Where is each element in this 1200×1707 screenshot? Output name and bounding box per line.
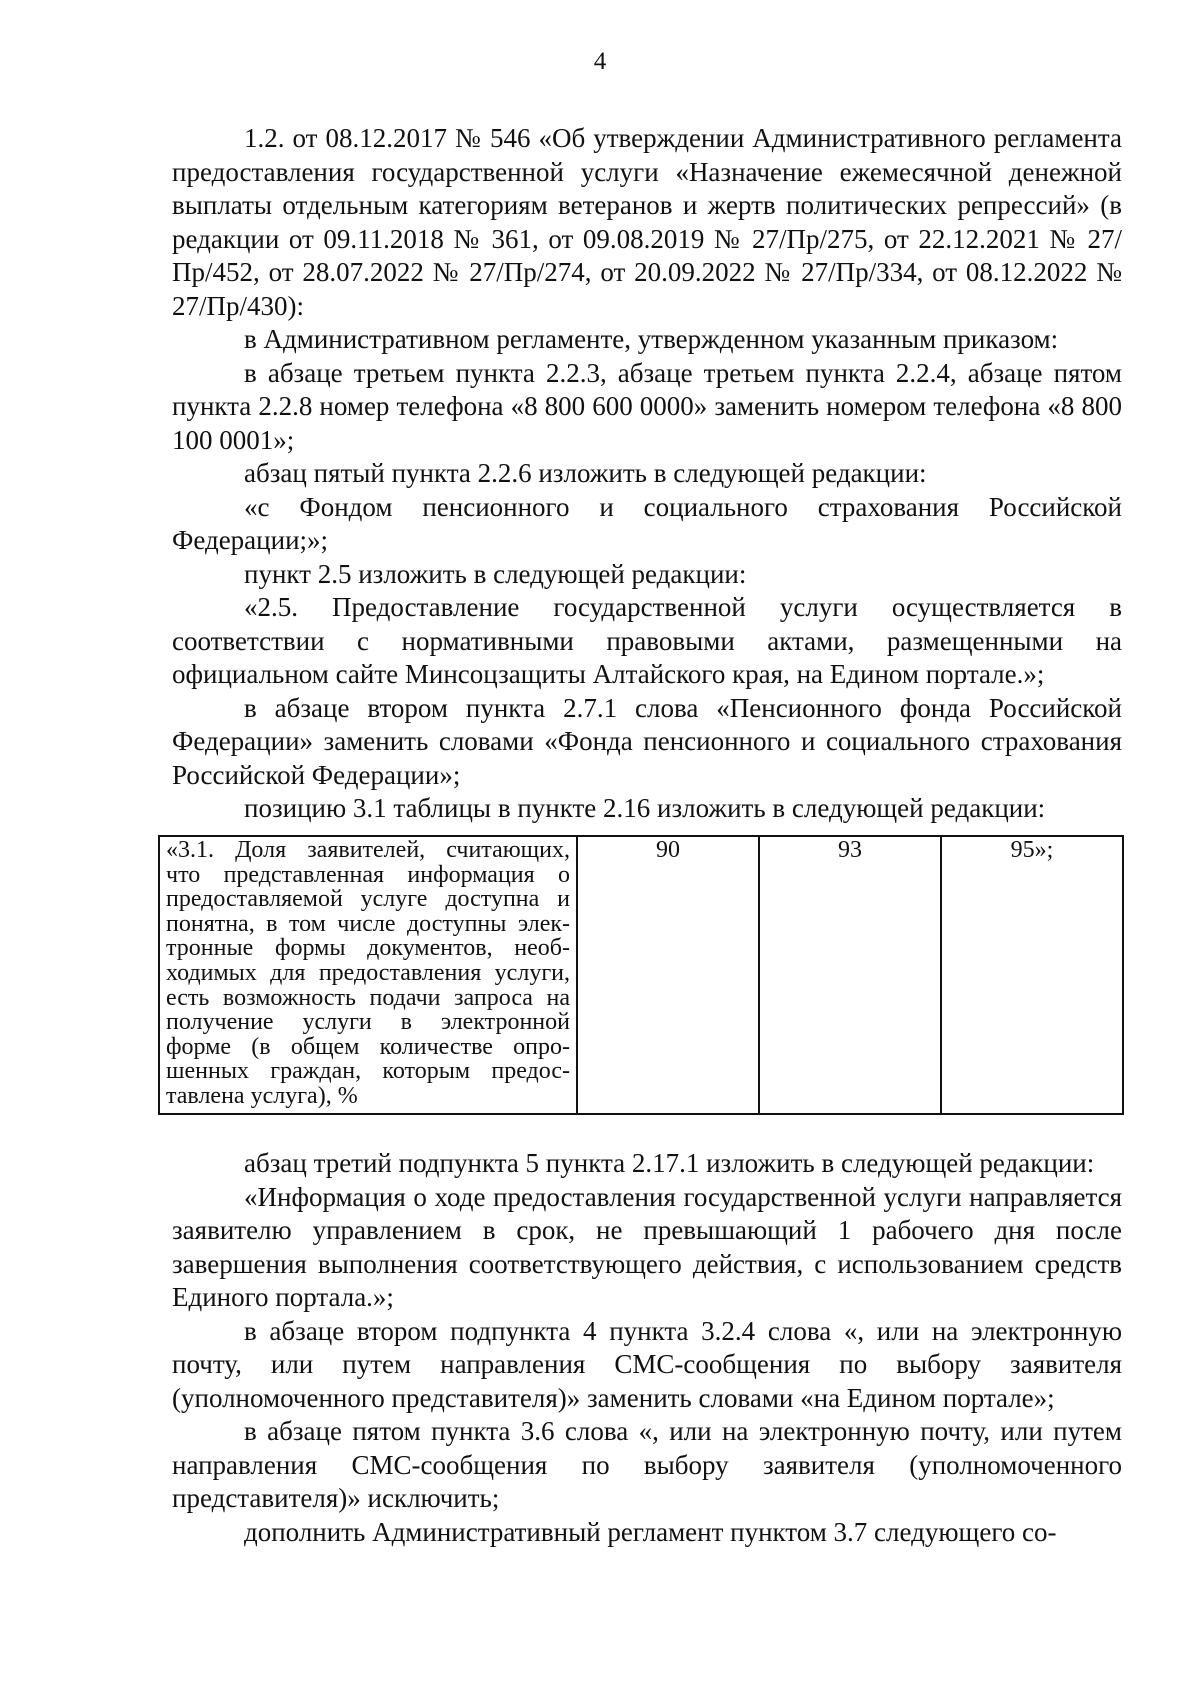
description-line: получение услуги в электронной (166, 1009, 570, 1036)
paragraph: в Административном регламенте, утвержденном указанным приказом: (244, 324, 1059, 354)
value-cell-3: 95»; (941, 836, 1123, 1114)
paragraph: абзац пятый пункта 2.2.6 изложить в следующей редакции: (244, 458, 927, 488)
description-line: форме (в общем количестве опро- (166, 1033, 570, 1060)
paragraph: «Информация о ходе предоставления государственной услуги направляется заявителю управлением в срок, не превышающий 1 рабочего дня после завершения выполнения соответствующего действия, с использованием средств Единого портала.»; (172, 1181, 1122, 1312)
paragraph: в абзаце втором пункта 2.7.1 слова «Пенсионного фонда Российской Федерации» заменить словами «Фонда пенсионного и социального страхования Российской Федерации»; (172, 692, 1122, 790)
bottom-text-block (172, 1147, 1122, 1549)
paragraph: «с Фондом пенсионного и социального страхования Российской Федерации;»; (172, 491, 1122, 555)
paragraph: в абзаце третьем пункта 2.2.3, абзаце третьем пункта 2.2.4, абзаце пятом пункта 2.2.8 номер телефона «8 800 600 0000» заменить номером телефона «8 800 100 0001»; (172, 357, 1122, 455)
top-text-block (172, 122, 1122, 826)
description-line: тронные формы документов, необ- (166, 935, 570, 962)
indicator-description-cell (159, 836, 577, 1114)
paragraph: в абзаце втором подпункта 4 пункта 3.2.4 слова «, или на электронную почту, или путем направления СМС-сообщения по выбору заявителя (уполномоченного представителя)» заменить словами «на Едином портале»; (172, 1315, 1122, 1413)
description-line: понятна, в том числе доступны элек- (166, 910, 570, 937)
paragraph: в абзаце пятом пункта 3.6 слова «, или на электронную почту, или путем направления СМС-сообщения по выбору заявителя (уполномоченного представителя)» исключить; (172, 1416, 1122, 1513)
description-line: что представленная информация о (166, 861, 570, 888)
description-line: «3.1. Доля заявителей, считающих, (166, 837, 570, 863)
description-line: ходимых для предоставления услуги, (166, 959, 570, 986)
description-line: есть возможность подачи запроса на (166, 984, 570, 1011)
value-cell-1: 90 (577, 836, 759, 1114)
description-line: шенных граждан, которым предос- (166, 1058, 570, 1085)
paragraph: позицию 3.1 таблицы в пункте 2.16 изложить в следующей редакции: (244, 793, 1046, 823)
description-line: тавлена услуга), % (166, 1082, 358, 1109)
paragraph: дополнить Административный регламент пунктом 3.7 следующего со- (244, 1516, 1057, 1547)
paragraph: пункт 2.5 изложить в следующей редакции: (244, 558, 747, 589)
paragraph: «2.5. Предоставление государственной услуги осуществляется в соответствии с нормативными правовыми актами, размещенными на официальном сайте Минсоцзащиты Алтайского края, на Едином портале.»; (172, 592, 1122, 689)
page-number: 4 (593, 48, 607, 75)
value-cell-2: 93 (759, 836, 941, 1114)
paragraph: 1.2. от 08.12.2017 № 546 «Об утверждении Административного регламента предоставления государственной услуги «Назначение ежемесячной денежной выплаты отдельным категориям ветеранов и жертв политических репрессий» (в редакции от 09.11.2018 № 361, от 09.08.2019 № 27/Пр/275, от 22.12.2021 № 27/Пр/452, от 28.07.2022 № 27/Пр/274, от 20.09.2022 № 27/Пр/334, от 08.12.2022 № 27/Пр/430): (172, 123, 1122, 321)
description-line: предоставляемой услуге доступна и (166, 886, 570, 913)
paragraph: абзац третий подпункта 5 пункта 2.17.1 изложить в следующей редакции: (244, 1148, 1095, 1178)
indicator-table (158, 835, 1124, 1115)
table-row (159, 836, 1123, 1114)
